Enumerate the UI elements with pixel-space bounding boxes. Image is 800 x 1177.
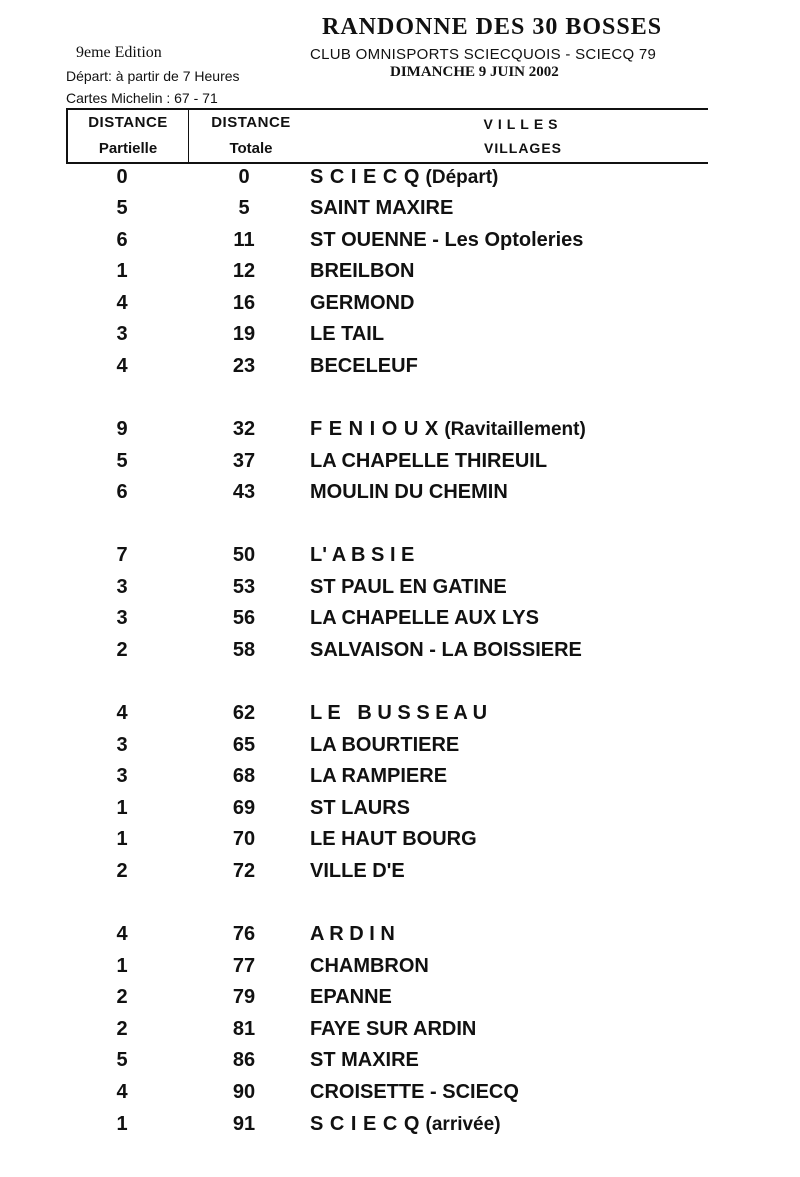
- total-distance: 37: [232, 450, 256, 472]
- partial-distance: 4: [116, 702, 128, 724]
- edition-label: 9eme Edition: [76, 44, 162, 61]
- table-row: [0, 323, 800, 351]
- total-distance: 70: [232, 828, 256, 850]
- header-partielle-line1: DISTANCE: [88, 114, 168, 131]
- header-villes-line1: VILLES: [483, 116, 563, 132]
- village-name: BREILBON: [310, 260, 415, 282]
- partial-distance: 5: [116, 1049, 128, 1071]
- table-row: [0, 1018, 800, 1046]
- partial-distance: 7: [116, 544, 128, 566]
- table-row: [0, 197, 800, 225]
- village-name: A R D I N: [310, 923, 395, 945]
- village-name: LA CHAPELLE THIREUIL: [310, 450, 548, 472]
- village-name: LE TAIL: [310, 323, 385, 345]
- table-row: [0, 166, 800, 194]
- total-distance: 68: [232, 765, 256, 787]
- total-distance: 11: [233, 229, 255, 251]
- village-name: [310, 1113, 501, 1136]
- total-distance: 72: [232, 860, 256, 882]
- total-distance: 91: [232, 1113, 256, 1135]
- village-name: ST LAURS: [310, 797, 410, 819]
- total-distance: 81: [232, 1018, 256, 1040]
- partial-distance: 3: [116, 323, 128, 345]
- village-name: GERMOND: [310, 292, 415, 314]
- table-row: [0, 639, 800, 667]
- partial-distance: 6: [116, 481, 128, 503]
- total-distance: 76: [232, 923, 256, 945]
- table-header: [66, 108, 708, 164]
- column-divider: [188, 110, 189, 162]
- village-name: LE HAUT BOURG: [310, 828, 477, 850]
- maps-info: Cartes Michelin : 67 - 71: [66, 90, 218, 106]
- village-name: VILLE D'E: [310, 860, 405, 882]
- total-distance: 16: [232, 292, 256, 314]
- village-name: MOULIN DU CHEMIN: [310, 481, 508, 503]
- village-name: SALVAISON - LA BOISSIERE: [310, 639, 582, 661]
- table-row: [0, 955, 800, 983]
- partial-distance: 3: [116, 734, 128, 756]
- partial-distance: 1: [116, 260, 128, 282]
- village-name: SAINT MAXIRE: [310, 197, 454, 219]
- partial-distance: 5: [116, 197, 128, 219]
- total-distance: 58: [232, 639, 256, 661]
- village-name: LA BOURTIERE: [310, 734, 460, 756]
- village-label: S C I E C Q: [310, 1113, 420, 1135]
- table-row: [0, 481, 800, 509]
- village-name: ST MAXIRE: [310, 1049, 419, 1071]
- partial-distance: 4: [116, 923, 128, 945]
- village-name: LA RAMPIERE: [310, 765, 448, 787]
- partial-distance: 0: [116, 166, 128, 188]
- village-label: F E N I O U X: [310, 418, 439, 440]
- table-row: [0, 576, 800, 604]
- table-row: [0, 292, 800, 320]
- total-distance: 53: [232, 576, 256, 598]
- total-distance: 65: [232, 734, 256, 756]
- village-name: EPANNE: [310, 986, 392, 1008]
- partial-distance: 1: [116, 1113, 128, 1135]
- total-distance: 79: [232, 986, 256, 1008]
- total-distance: 19: [232, 323, 256, 345]
- partial-distance: 9: [116, 418, 128, 440]
- village-name: L E B U S S E A U: [310, 702, 488, 724]
- partial-distance: 1: [116, 828, 128, 850]
- partial-distance: 4: [116, 1081, 128, 1103]
- total-distance: 32: [232, 418, 256, 440]
- village-note: (Départ): [425, 167, 499, 188]
- village-name: FAYE SUR ARDIN: [310, 1018, 477, 1040]
- village-name: [310, 418, 586, 441]
- total-distance: 0: [238, 166, 250, 188]
- partial-distance: 1: [116, 955, 128, 977]
- table-row: [0, 607, 800, 635]
- table-row: [0, 986, 800, 1014]
- partial-distance: 6: [116, 229, 128, 251]
- partial-distance: 2: [116, 986, 128, 1008]
- table-row: [0, 1049, 800, 1077]
- total-distance: 56: [232, 607, 256, 629]
- partial-distance: 3: [116, 576, 128, 598]
- table-row: [0, 450, 800, 478]
- table-row: [0, 734, 800, 762]
- total-distance: 23: [232, 355, 256, 377]
- partial-distance: 2: [116, 1018, 128, 1040]
- village-name: ST OUENNE - Les Optoleries: [310, 229, 584, 251]
- table-row: [0, 828, 800, 856]
- village-name: ST PAUL EN GATINE: [310, 576, 507, 598]
- table-row: [0, 923, 800, 951]
- village-name: [310, 166, 498, 189]
- total-distance: 90: [232, 1081, 256, 1103]
- table-row: [0, 355, 800, 383]
- village-name: BECELEUF: [310, 355, 418, 377]
- total-distance: 43: [232, 481, 256, 503]
- partial-distance: 5: [116, 450, 128, 472]
- table-row: [0, 229, 800, 257]
- total-distance: 62: [232, 702, 256, 724]
- village-note: (arrivée): [425, 1114, 501, 1135]
- partial-distance: 2: [116, 860, 128, 882]
- village-note: (Ravitaillement): [444, 419, 586, 440]
- departure-info: Départ: à partir de 7 Heures: [66, 68, 240, 84]
- table-row: [0, 765, 800, 793]
- village-name: L' A B S I E: [310, 544, 415, 566]
- document-title: RANDONNE DES 30 BOSSES: [322, 14, 663, 40]
- village-name: LA CHAPELLE AUX LYS: [310, 607, 539, 629]
- header-totale-line2: Totale: [229, 140, 273, 157]
- partial-distance: 3: [116, 607, 128, 629]
- village-name: CHAMBRON: [310, 955, 429, 977]
- total-distance: 12: [232, 260, 256, 282]
- village-label: S C I E C Q: [310, 166, 420, 188]
- table-row: [0, 860, 800, 888]
- total-distance: 69: [232, 797, 256, 819]
- village-name: CROISETTE - SCIECQ: [310, 1081, 519, 1103]
- total-distance: 86: [232, 1049, 256, 1071]
- total-distance: 77: [232, 955, 256, 977]
- event-date: DIMANCHE 9 JUIN 2002: [390, 64, 559, 80]
- partial-distance: 1: [116, 797, 128, 819]
- partial-distance: 4: [116, 292, 128, 314]
- table-row: [0, 797, 800, 825]
- table-row: [0, 418, 800, 446]
- partial-distance: 4: [116, 355, 128, 377]
- table-row: [0, 1113, 800, 1141]
- header-partielle-line2: Partielle: [98, 140, 158, 157]
- partial-distance: 3: [116, 765, 128, 787]
- header-villes-line2: VILLAGES: [483, 140, 562, 156]
- club-name: CLUB OMNISPORTS SCIECQUOIS - SCIECQ 79: [310, 46, 657, 63]
- table-row: [0, 1081, 800, 1109]
- partial-distance: 2: [116, 639, 128, 661]
- table-row: [0, 702, 800, 730]
- table-row: [0, 544, 800, 572]
- header-totale-line1: DISTANCE: [211, 114, 291, 131]
- total-distance: 50: [232, 544, 256, 566]
- table-row: [0, 260, 800, 288]
- total-distance: 5: [238, 197, 250, 219]
